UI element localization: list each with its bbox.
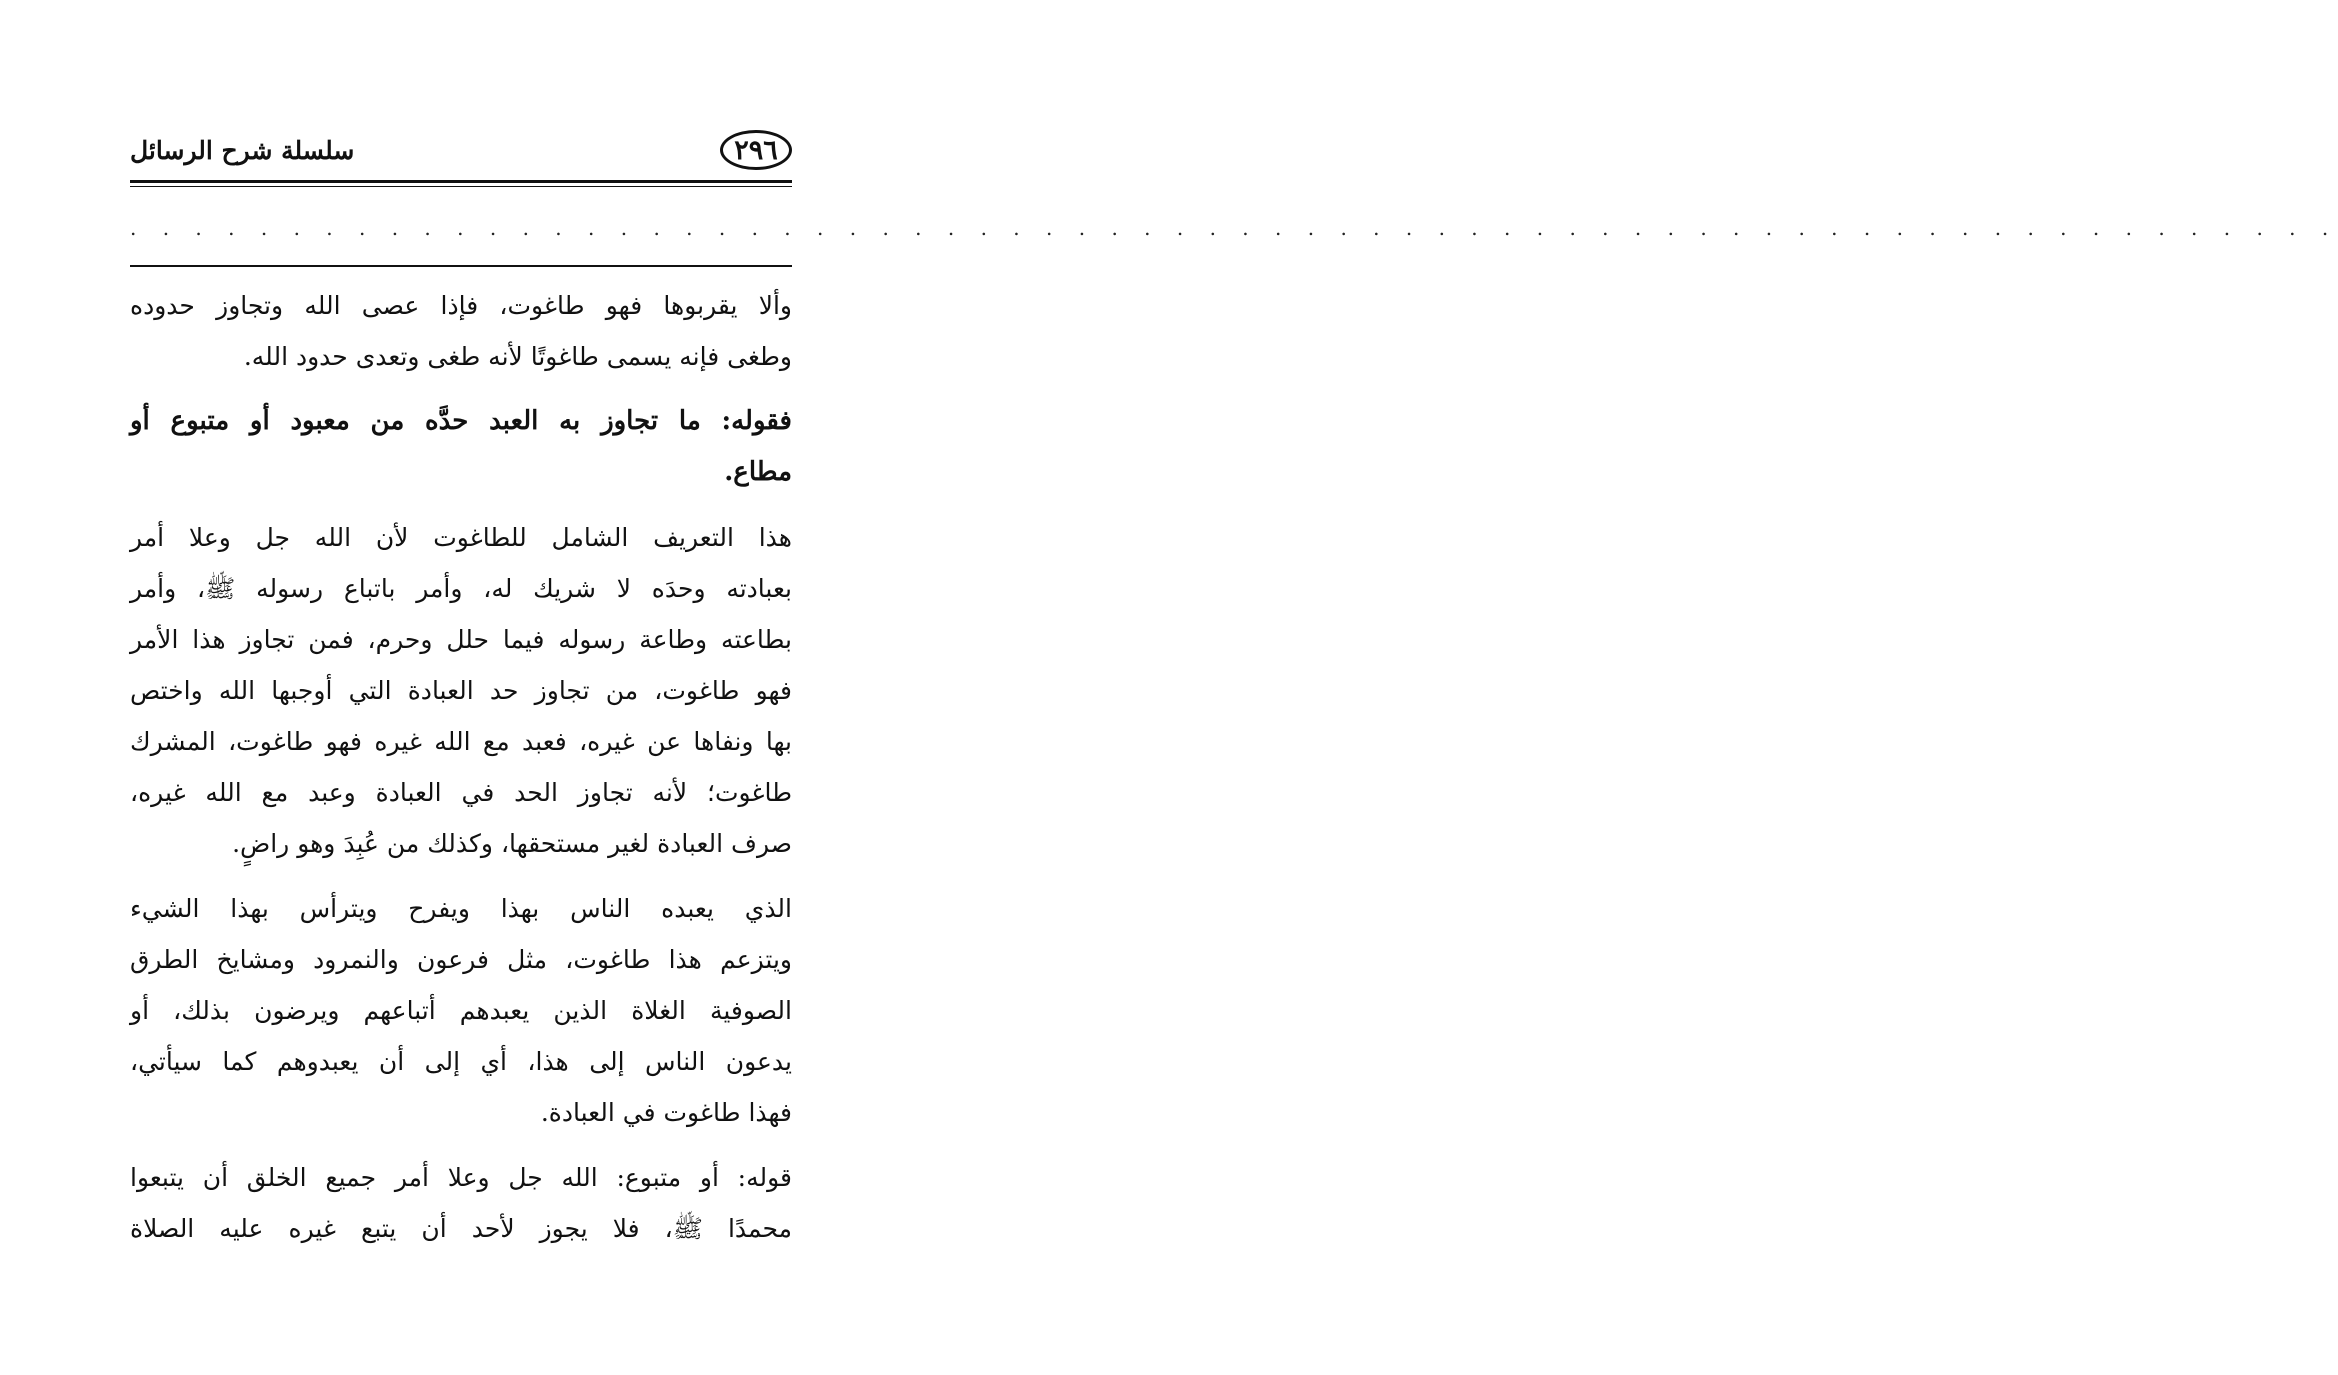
- text-line: الصوفية الغلاة الذين يعبدهم أتباعهم ويرضون بذلك، أو: [130, 996, 792, 1025]
- text-line: طاغوت؛ لأنه تجاوز الحد في العبادة وعبد مع الله غيره،: [130, 778, 792, 807]
- header-rule-thick: [130, 180, 792, 183]
- text-line: مطاع.: [724, 457, 792, 487]
- text-line: بها ونفاها عن غيره، فعبد مع الله غيره فهو طاغوت، المشرك: [130, 727, 792, 756]
- page-number: ٢٩٦: [720, 130, 792, 170]
- header-rule-thin: [130, 186, 792, 187]
- text-line: قوله: أو متبوع: الله جل وعلا أمر جميع الخلق أن يتبعوا: [130, 1163, 792, 1192]
- text-line: فقوله: ما تجاوز به العبد حدَّه من معبود أو متبوع أو: [130, 406, 792, 436]
- text-line: فهو طاغوت، من تجاوز حد العبادة التي أوجبها الله واختص: [130, 676, 792, 705]
- text-line: هذا التعريف الشامل للطاغوت لأن الله جل وعلا أمر: [130, 523, 792, 552]
- dotted-separator: . . . . . . . . . . . . . . . . . . . . . . . . . . . . . . . . . . . . . . . . . . . . . . . . . . . . . . . . . . . . . . . . . . . .: [130, 216, 2338, 240]
- text-line: بطاعته وطاعة رسوله فيما حلل وحرم، فمن تجاوز هذا الأمر: [130, 625, 792, 654]
- text-line: يدعون الناس إلى هذا، أي إلى أن يعبدوهم كما سيأتي،: [130, 1047, 792, 1076]
- text-line: بعبادته وحدَه لا شريك له، وأمر باتباع رسوله ﷺ، وأمر: [130, 574, 792, 603]
- page-header: [130, 122, 792, 178]
- series-title: سلسلة شرح الرسائل: [130, 136, 355, 165]
- page-body: [130, 280, 792, 1268]
- paragraph-4: [130, 883, 792, 1138]
- text-line: وألا يقربوها فهو طاغوت، فإذا عصى الله وتجاوز حدوده: [130, 291, 792, 320]
- paragraph-5: [130, 1152, 792, 1254]
- text-line: الذي يعبده الناس بهذا ويفرح ويترأس بهذا الشيء: [130, 894, 792, 923]
- paragraph-3: [130, 512, 792, 869]
- text-line: محمدًا ﷺ، فلا يجوز لأحد أن يتبع غيره عليه الصلاة: [130, 1214, 792, 1243]
- quoted-definition: [130, 396, 792, 498]
- paragraph-1: [130, 280, 792, 382]
- text-line: ويتزعم هذا طاغوت، مثل فرعون والنمرود ومشايخ الطرق: [130, 945, 792, 974]
- section-rule: [130, 265, 792, 267]
- text-line: وطغى فإنه يسمى طاغوتًا لأنه طغى وتعدى حدود الله.: [243, 342, 792, 371]
- text-line: فهذا طاغوت في العبادة.: [540, 1098, 792, 1127]
- text-line: صرف العبادة لغير مستحقها، وكذلك من عُبِدَ وهو راضٍ.: [232, 829, 792, 858]
